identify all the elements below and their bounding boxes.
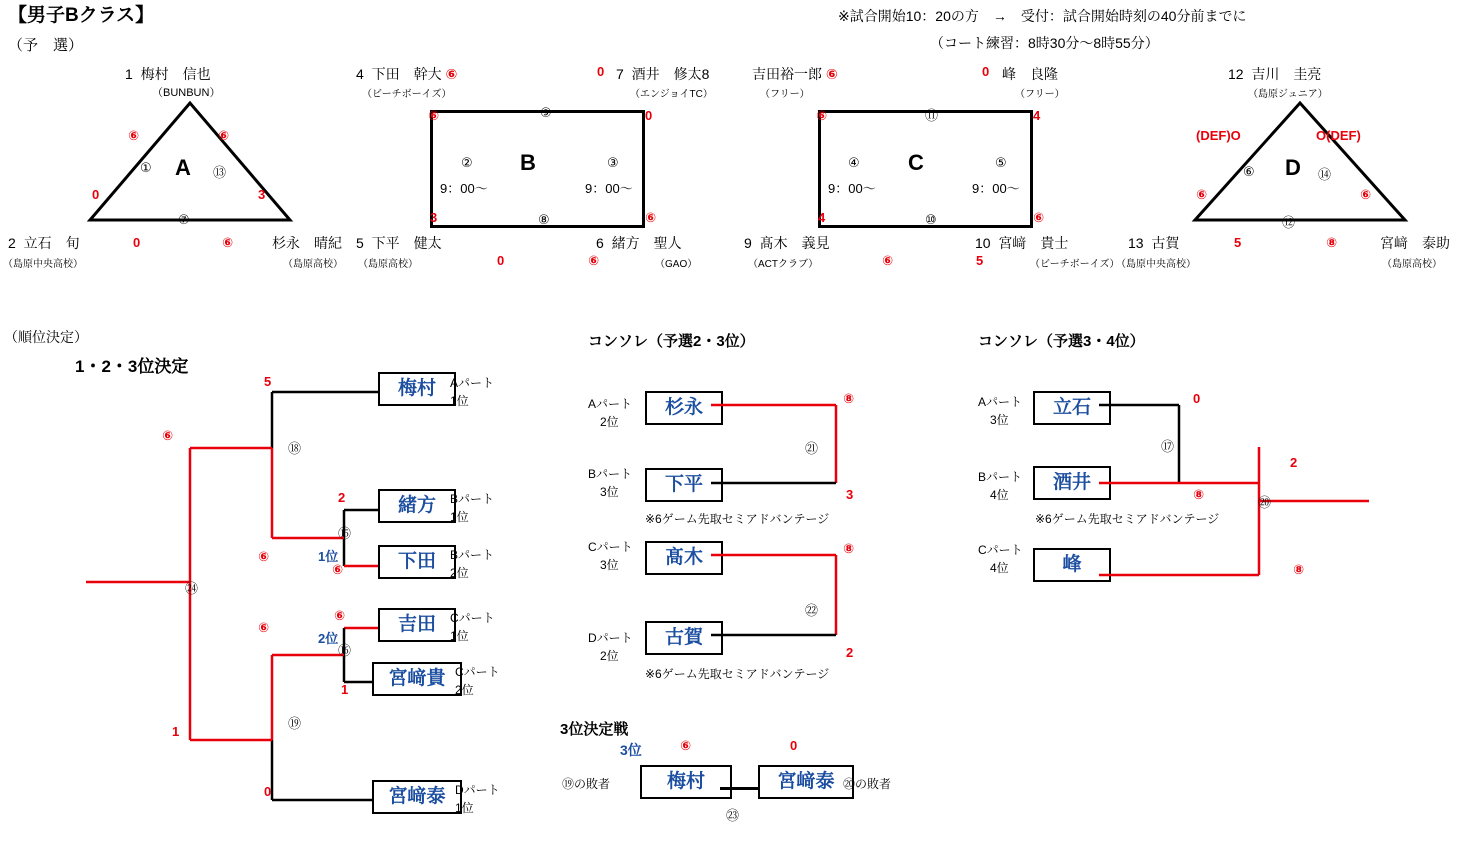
cons23-m2-bottom-rank: 2位 — [600, 649, 619, 663]
consolation34-title: コンソレ（予選3・4位） — [978, 333, 1145, 350]
cons23-m2-top-rank: 3位 — [600, 558, 619, 572]
group-d-right-player: 宮﨑 泰助 — [1380, 235, 1450, 251]
group-a-top-club: （BUNBUN） — [152, 87, 221, 99]
group-b-tl-club: （ビーチボーイズ） — [362, 89, 452, 100]
group-b-tr-club: （エンジョイTC） — [630, 89, 713, 100]
group-c-time-right: 9：00〜 — [972, 181, 1020, 196]
group-d-letter: D — [1285, 155, 1301, 180]
group-c-match-top: ⑪ — [925, 108, 939, 123]
note-practice: （コート練習：8時30分〜8時55分） — [930, 35, 1159, 51]
group-a-right-player: 杉永 晴紀 — [272, 235, 342, 251]
cons23-match-22: ㉒ — [805, 603, 819, 618]
page-title: 【男子Bクラス】 — [8, 5, 155, 26]
group-c-tl-club: （フリー） — [760, 89, 810, 100]
group-d-score-botright: ⑧ — [1326, 235, 1338, 250]
bracket-rank-ogata: 1位 — [450, 510, 469, 524]
group-b-match-top: ⑨ — [540, 105, 552, 120]
cons23-m1-bottom-rank: 3位 — [600, 485, 619, 499]
group-b-br-player: 6 緒方 聖人 — [596, 235, 682, 251]
third-place-left-score: ⑥ — [680, 738, 692, 753]
group-b-letter: B — [520, 150, 536, 175]
group-b-bl-club: （島原高校） — [358, 259, 418, 270]
group-a-match-bottom: ⑦ — [178, 212, 190, 227]
group-a-left-player: 2 立石 旬 — [8, 235, 80, 251]
bracket-score-yoshida: ⑥ — [334, 608, 346, 623]
group-c-tr-score: 0 — [982, 64, 990, 79]
bracket-rank-umemura: 1位 — [450, 394, 469, 408]
group-c-match-right: ⑤ — [995, 155, 1007, 170]
third-place-title: 3位決定戦 — [560, 721, 629, 738]
group-c-corner-tr: 4 — [1033, 108, 1041, 123]
group-d-match-bottom: ⑫ — [1282, 215, 1296, 230]
bracket-rank1-label: 1位 — [318, 549, 339, 564]
bracket-match-16: ⑯ — [338, 643, 352, 658]
bracket-score-miyazaki-taka: 1 — [341, 682, 349, 697]
third-place-right-score: 0 — [790, 738, 798, 753]
third-place-match-23: ㉓ — [726, 808, 740, 823]
group-d-top-player: 12 吉川 圭亮 — [1228, 66, 1322, 82]
cons34-box-mine[interactable]: 峰 — [1033, 548, 1111, 582]
bracket-part-shimoda: Bパート — [450, 548, 495, 562]
cons34-e2-score: ⑧ — [1193, 487, 1205, 502]
group-b-match-bottom: ⑧ — [538, 212, 550, 227]
cons23-m1-top-score: ⑧ — [843, 391, 855, 406]
group-b-tl-player: 4 下田 幹大 ⑥ — [356, 66, 458, 82]
group-c-br-score: 5 — [976, 253, 984, 268]
bracket-score-umemura: 5 — [264, 374, 272, 389]
group-b-match-right: ③ — [607, 155, 619, 170]
third-place-rank-label: 3位 — [620, 742, 642, 758]
group-d-right-club: （島原高校） — [1382, 259, 1442, 270]
bracket-score-miyazaki-tai: 0 — [264, 784, 272, 799]
group-c-corner-bl: 4 — [818, 210, 826, 225]
group-b-br-score: ⑥ — [588, 253, 600, 268]
group-a-match-right: ⑬ — [213, 165, 227, 180]
bracket-match-15: ⑮ — [338, 526, 352, 541]
cons34-e3-part: Cパート — [978, 543, 1023, 557]
group-c-br-player: 10 宮﨑 貴士 — [975, 235, 1069, 251]
cons23-box-shimodaira[interactable]: 下平 — [645, 468, 723, 502]
bracket-score-semi-left-top: ⑥ — [162, 428, 174, 443]
group-b-time-right: 9：00〜 — [585, 181, 633, 196]
group-b-time-left: 9：00〜 — [440, 181, 488, 196]
cons34-e1-score: 0 — [1193, 391, 1201, 406]
bracket-box-yoshida[interactable]: 吉田 — [378, 608, 456, 642]
cons34-e2-rank: 4位 — [990, 488, 1009, 502]
cons23-m2-bottom-part: Dパート — [588, 631, 633, 645]
group-b-corner-tr: 0 — [645, 108, 653, 123]
main-bracket-label: （順位決定） — [4, 329, 88, 345]
bracket-match-18: ⑱ — [288, 441, 302, 456]
group-b-bl-score: 0 — [497, 253, 505, 268]
bracket-score-ogata: 2 — [338, 490, 346, 505]
cons23-match2-lines — [711, 541, 951, 671]
cons34-match-17: ⑰ — [1161, 439, 1175, 454]
bracket-part-miyazaki-tai: Dパート — [455, 783, 500, 797]
group-c-corner-tl: ⑥ — [816, 108, 828, 123]
bracket-part-umemura: Aパート — [450, 376, 495, 390]
note-reception: ※試合開始10：20の方 → 受付：試合開始時刻の40分前までに — [838, 8, 1247, 24]
group-a-right-club: （島原高校） — [283, 259, 343, 270]
group-a-letter: A — [175, 155, 191, 180]
bracket-score-shimoda: ⑥ — [332, 562, 344, 577]
bracket-box-shimoda[interactable]: 下田 — [378, 545, 456, 579]
group-b-corner-bl: 3 — [430, 210, 438, 225]
bracket-match-24: ㉔ — [185, 581, 199, 596]
bracket-box-miyazaki-tai[interactable]: 宮﨑泰 — [372, 780, 462, 814]
main-bracket-title: 1・2・3位決定 — [75, 357, 189, 376]
cons23-box-koga[interactable]: 古賀 — [645, 621, 723, 655]
cons34-box-tateishi[interactable]: 立石 — [1033, 391, 1111, 425]
group-c-tl-player: 吉田裕一郎 ⑥ — [752, 66, 838, 82]
bracket-part-ogata: Bパート — [450, 492, 495, 506]
cons34-e3-score: ⑧ — [1293, 562, 1305, 577]
bracket-box-ogata[interactable]: 緒方 — [378, 489, 456, 523]
bracket-rank-shimoda: 2位 — [450, 566, 469, 580]
group-c-bl-club: （ACTクラブ） — [748, 259, 819, 270]
consolation23-title: コンソレ（予選2・3位） — [588, 333, 755, 350]
group-b-br-club: （GAO） — [655, 259, 698, 270]
group-d-left-player: 13 古賀 — [1128, 235, 1180, 251]
cons23-note1: ※6ゲーム先取セミアドバンテージ — [645, 512, 830, 526]
group-c-match-bottom: ⑩ — [925, 212, 937, 227]
group-b-bl-player: 5 下平 健太 — [356, 235, 442, 251]
group-a-score-botright: ⑥ — [222, 235, 234, 250]
group-a-score-topright: ⑥ — [218, 128, 230, 143]
group-c-bl-score: ⑥ — [882, 253, 894, 268]
bracket-part-yoshida: Cパート — [450, 611, 495, 625]
group-c-tr-player: 峰 良隆 — [1002, 66, 1058, 82]
group-a-score-topleft: ⑥ — [128, 128, 140, 143]
cons23-m2-top-part: Cパート — [588, 540, 633, 554]
group-d-match-right: ⑭ — [1318, 167, 1332, 182]
group-a-score-right: 3 — [258, 187, 266, 202]
bracket-part-miyazaki-taka: Cパート — [455, 665, 500, 679]
cons23-match1-lines — [711, 391, 951, 521]
bracket-rank-miyazaki-tai: 1位 — [455, 801, 474, 815]
group-c-corner-br: ⑥ — [1033, 210, 1045, 225]
cons23-match-21: ㉑ — [805, 441, 819, 456]
group-d-match-left: ⑥ — [1243, 164, 1255, 179]
cons34-e2-part: Bパート — [978, 470, 1023, 484]
bracket-box-umemura[interactable]: 梅村 — [378, 372, 456, 406]
cons34-e1-rank: 3位 — [990, 413, 1009, 427]
group-c-bl-player: 9 髙木 義見 — [744, 235, 830, 251]
cons23-box-suginaga[interactable]: 杉永 — [645, 391, 723, 425]
group-b-tr-player: 7 酒井 修太8 — [616, 66, 710, 82]
group-d-score-right: ⑥ — [1360, 187, 1372, 202]
cons34-note: ※6ゲーム先取セミアドバンテージ — [1035, 512, 1220, 526]
bracket-rank-miyazaki-taka: 2位 — [455, 683, 474, 697]
bracket-match-19: ⑲ — [288, 716, 302, 731]
third-place-left-label: ⑲の敗者 — [562, 777, 611, 791]
cons23-m1-bottom-part: Bパート — [588, 467, 633, 481]
cons34-e1-part: Aパート — [978, 395, 1023, 409]
group-a-score-left: 0 — [92, 187, 100, 202]
group-a-top-player: 1 梅村 信也 — [125, 66, 211, 82]
group-d-score-topright: O(DEF) — [1316, 128, 1361, 143]
group-d-left-club: （島原中央高校） — [1116, 259, 1196, 270]
third-place-box-miyazaki-tai[interactable]: 宮﨑泰 — [758, 765, 854, 799]
group-c-letter: C — [908, 150, 924, 175]
page-subtitle: （予 選） — [8, 37, 84, 54]
cons23-m2-top-score: ⑧ — [843, 541, 855, 556]
cons23-note2: ※6ゲーム先取セミアドバンテージ — [645, 667, 830, 681]
group-b-match-left: ② — [461, 155, 473, 170]
group-a-match-left: ① — [140, 160, 152, 175]
group-d-top-club: （島原ジュニア） — [1248, 89, 1328, 100]
group-c-match-left: ④ — [848, 155, 860, 170]
group-b-corner-tl: ⑥ — [428, 108, 440, 123]
cons34-box-sakai[interactable]: 酒井 — [1033, 466, 1111, 500]
group-d-score-left: ⑥ — [1196, 187, 1208, 202]
group-a-left-club: （島原中央高校） — [3, 259, 83, 270]
cons23-m1-top-part: Aパート — [588, 397, 633, 411]
group-c-time-left: 9：00〜 — [828, 181, 876, 196]
bracket-score-semi-mid: ⑥ — [258, 620, 270, 635]
group-b-tr-score: 0 — [597, 64, 605, 79]
third-place-box-umemura[interactable]: 梅村 — [640, 765, 732, 799]
bracket-score-semi-low: 1 — [172, 724, 180, 739]
bracket-rank-yoshida: 1位 — [450, 629, 469, 643]
cons34-mid-score: 2 — [1290, 455, 1298, 470]
bracket-box-miyazaki-taka[interactable]: 宮﨑貴 — [372, 662, 462, 696]
group-a-score-botleft: 0 — [133, 235, 141, 250]
group-c-br-club: （ビーチボーイズ） — [1030, 259, 1120, 270]
cons23-m1-bottom-score: 3 — [846, 487, 854, 502]
third-place-right-label: ⑳の敗者 — [843, 777, 892, 791]
cons34-match-20: ⑳ — [1258, 495, 1272, 510]
cons23-m2-bottom-score: 2 — [846, 645, 854, 660]
group-b-corner-br: ⑥ — [645, 210, 657, 225]
group-d-score-topleft: (DEF)O — [1196, 128, 1241, 143]
bracket-score-semi-left-bottom: ⑥ — [258, 549, 270, 564]
cons23-m1-top-rank: 2位 — [600, 415, 619, 429]
cons23-box-takagi[interactable]: 髙木 — [645, 541, 723, 575]
group-c-tr-club: （フリー） — [1015, 89, 1065, 100]
bracket-rank2-label: 2位 — [318, 631, 339, 646]
group-d-score-botleft: 5 — [1234, 235, 1242, 250]
cons34-e3-rank: 4位 — [990, 561, 1009, 575]
third-place-connector — [720, 787, 758, 790]
